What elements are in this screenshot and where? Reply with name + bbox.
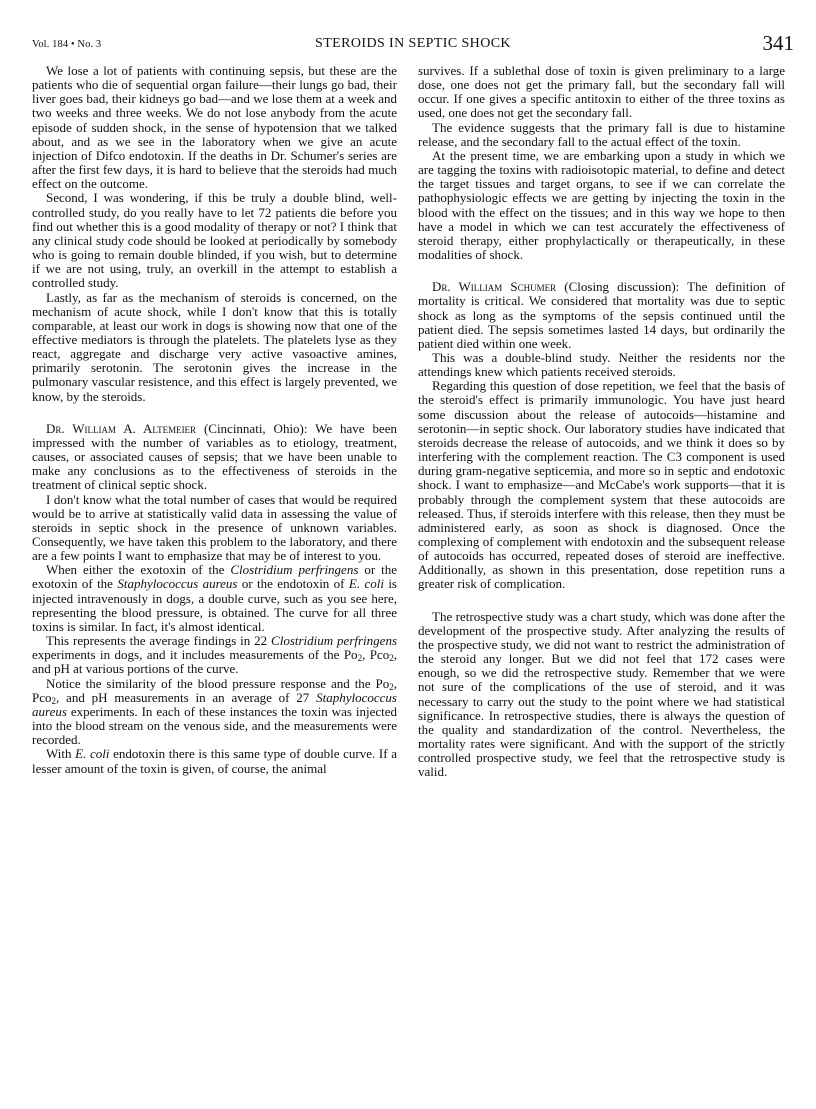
speaker-name: Dr. William A. Altemeier	[46, 420, 197, 436]
volume-issue: Vol. 184 • No. 3	[32, 39, 102, 50]
left-column	[32, 64, 397, 776]
paragraph: Second, I was wondering, if this be truly a double blind, well-controlled study, do you really have to let 72 patients die before you find out whether this is a good modality of therapy or not? I think that any clinical study code should be looked at periodically by somebody who is going to remain double blinded, if you wish, but to determine if we are not using, truly, an overkill in the attempt to establish a controlled study.	[32, 190, 397, 291]
right-column	[418, 64, 785, 780]
paragraph: Lastly, as far as the mechanism of steroids is concerned, on the mechanism of acute shock, while I don't know that this is totally comparable, at least our work in dogs is showing now that one of the effective mediators is through the platelets. The platelets lyse as they react, aggregate and discharge very active vasoactive amines, primarily serotonin. The serotonin gives the increase in the pulmonary vascular resistence, and this effect is largely prevented, we know, by the steroids.	[32, 289, 397, 404]
paragraph: We lose a lot of patients with continuing sepsis, but these are the patients who die of sequential organ failure—their lungs go bad, their liver goes bad, their kidneys go bad—and we lose them at a week and two weeks and three weeks. We do not lose anybody from the acute episode of sudden shock, in the sense of hypotension that we talked about, and as we see in the laboratory when we give an acute injection of Difco endotoxin. If the deaths in Dr. Schumer's series are after the first few days, it is hard to believe that the steroids had much effect on the outcome.	[32, 63, 397, 192]
paragraph: The evidence suggests that the primary fall is due to histamine release, and the secondary fall to the actual effect of the toxin.	[418, 119, 785, 149]
speaker-name: Dr. William Schumer	[432, 279, 557, 295]
paragraph: I don't know what the total number of cases that would be required would be to arrive at statistically valid data in assessing the value of steroids in septic shock in the presence of unknown variables. Consequently, we have taken this problem to the laboratory, and there are a few points I want to emphasize that may be of interest to you.	[32, 491, 397, 564]
paragraph: At the present time, we are embarking upon a study in which we are tagging the toxins with radioisotopic material, to define and detect the target tissues and target organs, to see if we can correlate the pathophysiologic effects we are getting by injecting the toxin in the blood with the effect on the tissues; and in this way we hope to then have a model in which we can test accurately the effectiveness of steroid therapy, either prophylactically or therapeutically, in these modalities of shock.	[418, 147, 785, 263]
paragraph: When either the exotoxin of the Clostridium perfringens or the exotoxin of the Staphylococcus aureus or the endotoxin of E. coli is injected intravenously in dogs, a double curve, such as you see here, representing the blood pressure, is obtained. The curve for all three toxins is similar. In fact, it's almost identical.	[32, 562, 397, 634]
paragraph-continued: survives. If a sublethal dose of toxin is given preliminary to a large dose, one does not get the primary fall, but the secondary fall will occur. If one gives a specific antitoxin to either of the three toxins as used, one does not get the secondary fall.	[418, 63, 785, 121]
paragraph: Notice the similarity of the blood pressure response and the $Po_2$, Pco$_2$, and pH measurements in an average of 27 Staphylococcus aureus experiments. In each of these instances the toxin was injected into the blood stream on the venous side, and the measurements were recorded.	[32, 675, 397, 748]
paragraph: This was a double-blind study. Neither the residents nor the attendings knew which patients received steroids.	[418, 349, 785, 380]
paragraph: Regarding this question of dose repetition, we feel that the basis of the steroid's effect is primarily immunologic. You have just heard some discussion about the release of autocoids—histamine and serotonin—in septic shock. Our laboratory studies have indicated that steroids decrease the release of autocoids, and we think it does so by interfering with the complement reaction. The C3 component is used during gram-negative septicemia, and more so in septic and endotoxic shock. I want to emphasize—and McCabe's work supports—that it is probably through the complement system that these autocoids are released. Thus, if steroids interfere with this release, then they must be administered early, as soon as shock is diagnosed. Once the complexing of complement with endotoxin and the subsequent release of autocoids has occurred, repeated doses of steroid are ineffective. Additionally, as shown in this presentation, dose repetition runs a greater risk of complication.	[418, 378, 785, 592]
paragraph-altemeier: Dr. William A. Altemeier (Cincinnati, Ohio): We have been impressed with the number of variables as to etiology, treatment, causes, or associated causes of sepsis; that we have been unable to make any conclusions as to the effectiveness of steroids in the treatment of clinical septic shock.	[32, 420, 397, 493]
paragraph: With E. coli endotoxin there is this same type of double curve. If a lesser amount of the toxin is given, of course, the animal	[32, 746, 397, 776]
paragraph-schumer: Dr. William Schumer (Closing discussion): The definition of mortality is critical. We considered that mortality was due to septic shock as long as the symptoms of the sepsis continued until the patient died. The sepsis sometimes lasted 14 days, but ordinarily the patient died within one week.	[418, 279, 786, 351]
paragraph: The retrospective study was a chart study, which was done after the development of the prospective study. After analyzing the results of the prospective study, we did not want to restrict the administration of the steroid any longer. But we did not feel that 172 cases were enough, so we did the retrospective study. Remember that we were not sure of the complications of the use of steroid, and it was necessary to carry out the study to the point where we had statistical significance. In retrospective studies, there is always the question of the quality and standardization of the control. Nevertheless, the mortality rates were significant. And with the support of the strictly controlled prospective study, we feel that the retrospective study is valid.	[418, 608, 785, 780]
page-header	[32, 33, 794, 57]
running-title: STEROIDS IN SEPTIC SHOCK	[315, 36, 511, 51]
page-number: 341	[762, 31, 794, 55]
paragraph: This represents the average findings in 22 Clostridium perfringens experiments in dogs, and it includes measurements of the $Po_2$, Pco$_2$, and pH at various portions of the curve.	[32, 633, 398, 677]
